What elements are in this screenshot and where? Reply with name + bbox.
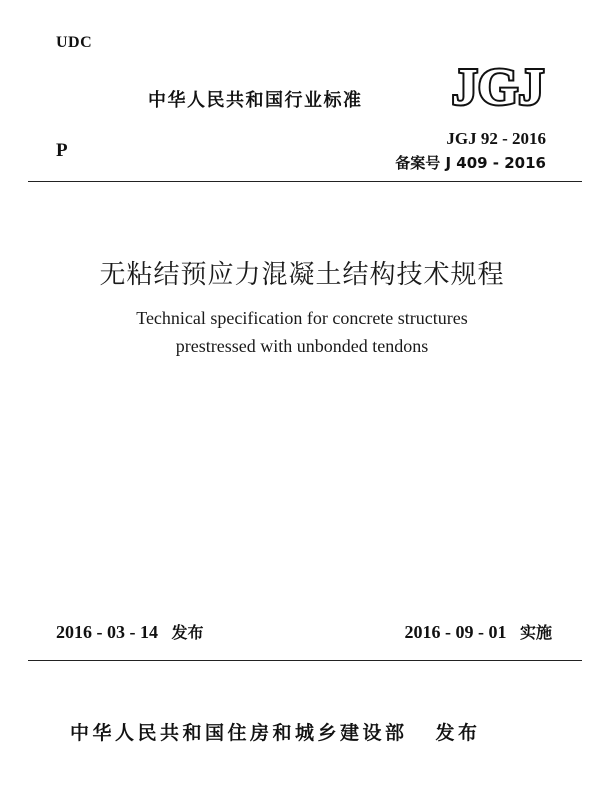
publisher-line [70, 718, 481, 745]
standard-number: JGJ 92 - 2016 [446, 129, 546, 148]
issue-date-line [56, 620, 204, 643]
document-title-cn: 无粘结预应力混凝土结构技术规程 [99, 260, 505, 290]
implement-date: 2016 - 09 - 01 [404, 622, 507, 642]
issue-date: 2016 - 03 - 14 [56, 622, 158, 642]
publisher-label: 发布 [435, 722, 481, 744]
document-title-en-line1: Technical specification for concrete structures [136, 308, 468, 328]
publisher-name: 中华人民共和国住房和城乡建设部 [70, 722, 408, 744]
top-divider [28, 181, 582, 182]
jgj-logo-text: JGJ [451, 60, 545, 108]
classification-code: P [56, 140, 68, 161]
document-title-en-line2: prestressed with unbonded tendons [175, 336, 429, 356]
issue-label: 发布 [171, 623, 204, 642]
implement-date-line [404, 620, 552, 643]
bottom-divider [28, 660, 582, 661]
record-number: 备案号 J 409 - 2016 [395, 154, 546, 172]
ministry-standard-heading: 中华人民共和国行业标准 [148, 90, 363, 111]
udc-label: UDC [56, 34, 93, 51]
implement-label: 实施 [519, 623, 552, 642]
jgj-logo [444, 60, 552, 108]
